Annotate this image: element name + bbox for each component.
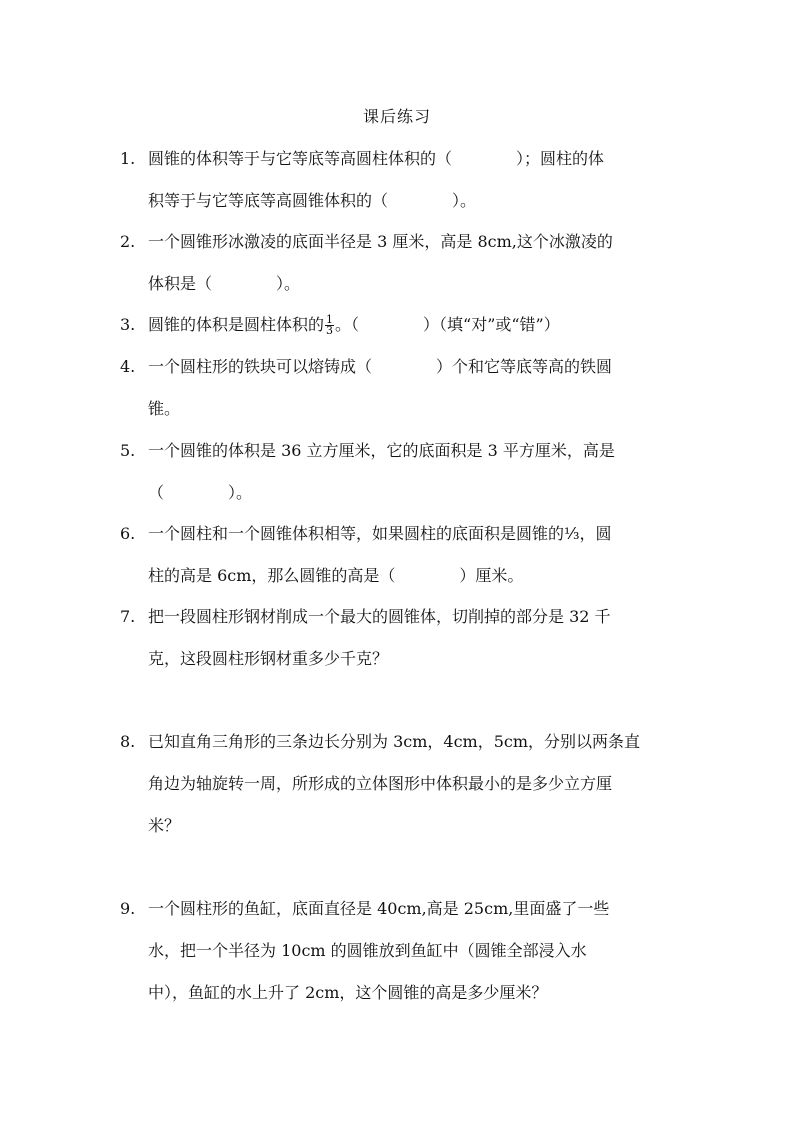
page-title: 课后练习: [362, 107, 431, 126]
question-number: 2.: [120, 232, 136, 251]
question-number: 7.: [120, 607, 136, 626]
question-text-line: 米？: [148, 816, 181, 835]
question-text-line: 一个圆柱形的鱼缸，底面直径是 40cm,高是 25cm,里面盛了一些: [148, 899, 610, 918]
fraction-one-third: [325, 315, 334, 336]
question-text-line: 积等于与它等底等高圆锥体积的（ ）。: [148, 191, 477, 210]
question-text-line: 一个圆柱形的铁块可以熔铸成（ ）个和它等底等高的铁圆: [148, 357, 613, 376]
question-text-line: 角边为轴旋转一周，所形成的立体图形中体积最小的是多少立方厘: [148, 774, 613, 793]
question-text-line: 中），鱼缸的水上升了 2cm，这个圆锥的高是多少厘米？: [148, 983, 548, 1002]
question-text-line: 克，这段圆柱形钢材重多少千克？: [148, 649, 389, 668]
question-text-line: 水，把一个半径为 10cm 的圆锥放到鱼缸中（圆锥全部浸入水: [148, 941, 587, 960]
question-text-line: 把一段圆柱形钢材削成一个最大的圆锥体，切削掉的部分是 32 千: [148, 607, 611, 626]
question-text-line: 柱的高是 6cm，那么圆锥的高是（ ）厘米。: [148, 566, 524, 585]
question-text-line: 一个圆锥的体积是 36 立方厘米，它的底面积是 3 平方厘米，高是: [148, 441, 615, 460]
question-text-line: 一个圆柱和一个圆锥体积相等，如果圆柱的底面积是圆锥的⅓，圆: [148, 524, 612, 543]
question-text-line: 一个圆锥形冰激凌的底面半径是 3 厘米，高是 8cm,这个冰激凌的: [148, 232, 613, 251]
question-number: 8.: [120, 732, 136, 751]
question-number: 4.: [120, 357, 136, 376]
fraction-numerator: 1: [326, 313, 334, 326]
question-text: 。（ ）（填“对”或“错”）: [335, 315, 560, 334]
question-number: 1.: [120, 149, 136, 168]
fraction-denominator: 3: [326, 324, 334, 337]
question-number: 5.: [120, 441, 136, 460]
question-text-line: 锥。: [148, 399, 181, 418]
question-text-line: 体积是（ ）。: [148, 274, 301, 293]
question-number: 6.: [120, 524, 136, 543]
question-number: 9.: [120, 899, 136, 918]
question-text-line: [148, 314, 560, 336]
question-text-line: 圆锥的体积等于与它等底等高圆柱体积的（ ）；圆柱的体: [148, 149, 605, 168]
question-text-line: （ ）。: [148, 483, 253, 502]
question-text-line: 已知直角三角形的三条边长分别为 3cm，4cm，5cm，分别以两条直: [148, 732, 641, 751]
question-text: 圆锥的体积是圆柱体积的: [148, 315, 325, 334]
question-number: 3.: [120, 315, 136, 334]
